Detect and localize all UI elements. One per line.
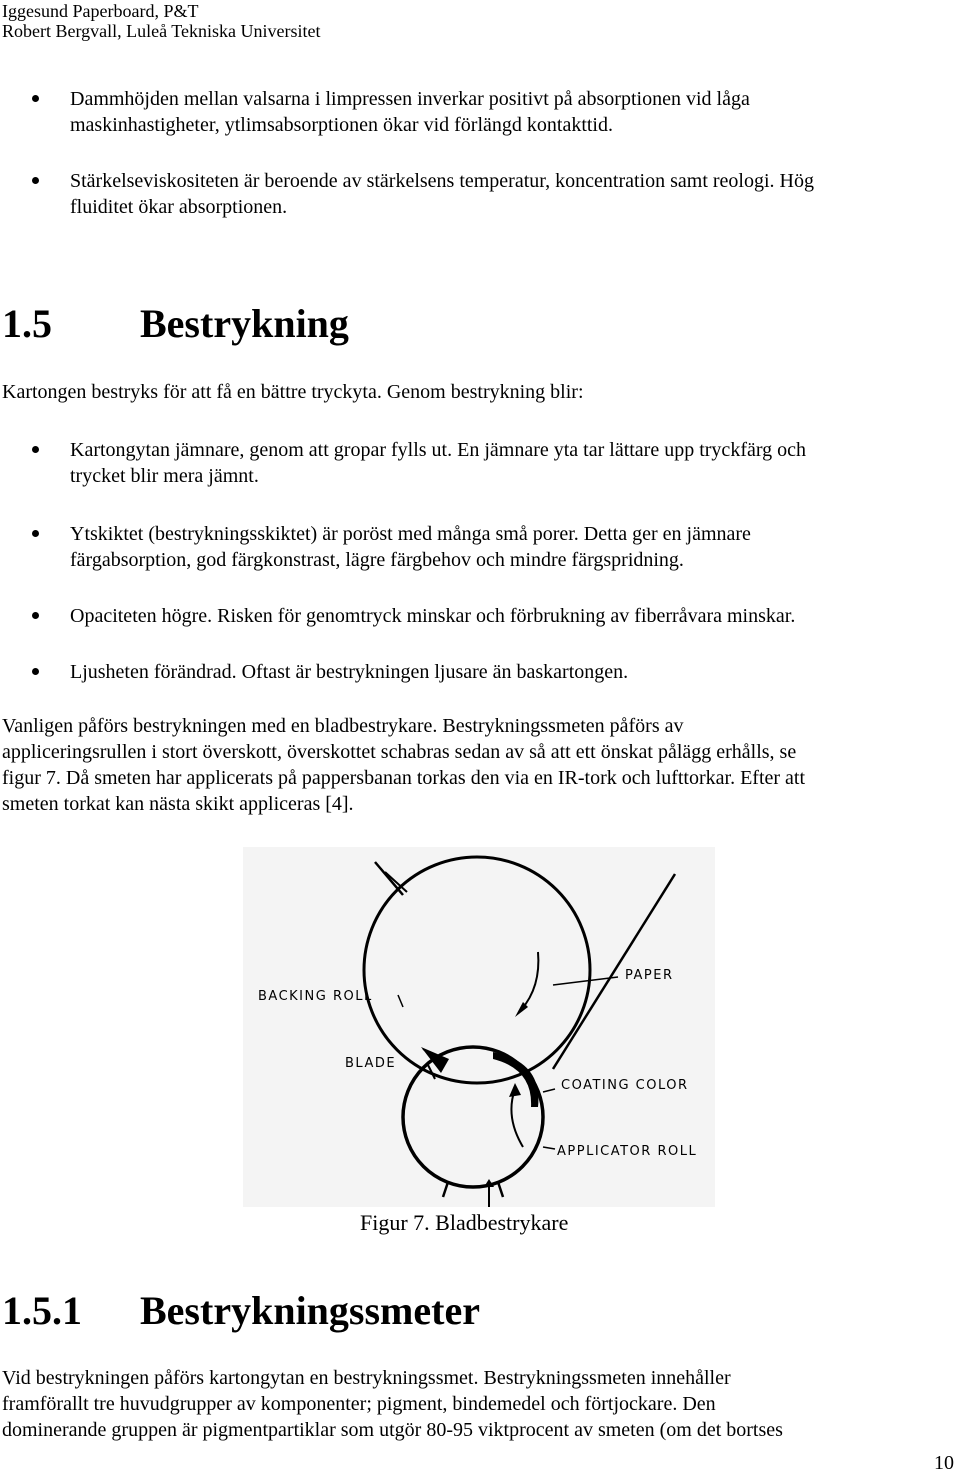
bullet-dot [32,612,39,619]
bullet-dot [32,530,39,537]
section-heading-1-5-1: 1.5.1 Bestrykningssmeter [2,1288,480,1333]
label-coating-color: COATING COLOR [561,1078,689,1093]
bullet-dot [32,668,39,675]
label-blade: BLADE [345,1056,397,1071]
list-item: Stärkelseviskositeten är beroende av stärkelsens temperatur, koncentration samt reologi. Hög fluiditet ökar absorptionen. [70,170,814,218]
list-item: Opaciteten högre. Risken för genomtryck minskar och förbrukning av fiberråvara minskar. [70,605,796,627]
label-backing-roll: BACKING ROLL [258,989,373,1004]
header-line-1: Iggesund Paperboard, P&T [2,1,199,21]
list-item: Ljusheten förändrad. Oftast är bestrykningen ljusare än baskartongen. [70,661,629,683]
body-paragraph: Vid bestrykningen påförs kartongytan en bestrykningssmet. Bestrykningssmeten innehåller framförallt tre huvudgrupper av komponenter; pigment, bindemedel och förtjockare. Den dominerande gruppen är pigmentpartiklar som utgör 80-95 viktprocent av smeten (om det bortses [2,1367,783,1441]
list-item: Dammhöjden mellan valsarna i limpressen inverkar positivt på absorptionen vid låga maskinhastigheter, ytlimsabsorptionen ökar vid förlängd kontakttid. [70,88,750,136]
section-heading-1-5: 1.5 Bestrykning [2,301,349,346]
label-paper: PAPER [625,968,674,983]
bullet-dot [32,446,39,453]
list-item: Kartongytan jämnare, genom att gropar fylls ut. En jämnare yta tar lättare upp tryckfärg och trycket blir mera jämnt. [70,439,807,487]
bullet-dot [32,95,39,102]
bullet-dot [32,177,39,184]
header-line-2: Robert Bergvall, Luleå Tekniska Universitet [2,21,321,41]
blade-coater-diagram [243,847,715,1207]
label-applicator-roll: APPLICATOR ROLL [557,1144,698,1159]
list-item: Ytskiktet (bestrykningsskiktet) är poröst med många små porer. Detta ger en jämnare färgabsorption, god färgkonstrast, lägre färgbehov och mindre färgspridning. [70,523,751,571]
body-paragraph: Vanligen påförs bestrykningen med en bladbestrykare. Bestrykningssmeten påförs av appliceringsrullen i stort överskott, överskottet schabras sedan av så att ett önskat pålägg erhålls, se figur 7. Då smeten har applicerats på pappersbanan torkas den via en IR-tork och lufttorkar. Efter att smeten torkat kan nästa skikt appliceras [4]. [2,715,806,815]
section-intro: Kartongen bestryks för att få en bättre tryckyta. Genom bestrykning blir: [2,381,584,403]
figure-caption: Figur 7. Bladbestrykare [360,1210,569,1235]
page-number: 10 [934,1452,954,1474]
